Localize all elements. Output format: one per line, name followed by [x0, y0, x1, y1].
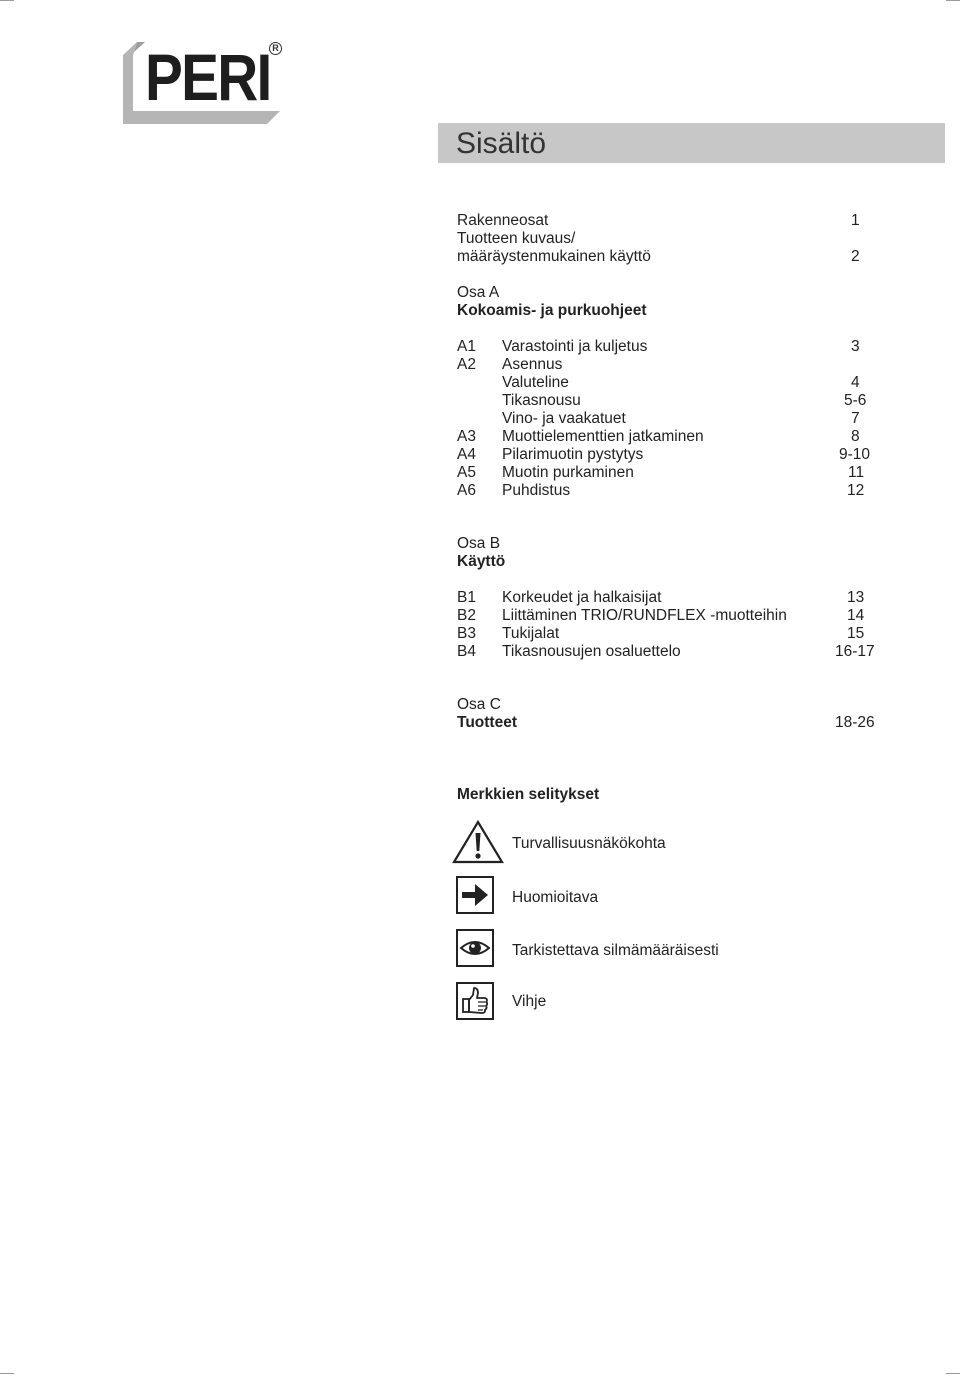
- toc-entry-page: 2: [851, 248, 860, 265]
- toc-entry-code: A2: [457, 356, 476, 373]
- eye-icon: [456, 929, 494, 967]
- legend-label: Tarkistettava silmämääräisesti: [512, 942, 719, 959]
- logo-wordmark: PERI: [145, 40, 271, 114]
- toc-entry-page: 16-17: [835, 643, 875, 660]
- toc-entry-page: 9-10: [839, 446, 871, 463]
- toc-entry-label: Pilarimuotin pystytys: [502, 446, 644, 463]
- peri-logo: [123, 42, 283, 124]
- toc-entry-page: 14: [847, 607, 865, 624]
- legend-label: Huomioitava: [512, 889, 599, 906]
- toc-entry-code: A5: [457, 464, 476, 481]
- part-c-title: Tuotteet: [457, 714, 517, 731]
- toc-entry-label: Tikasnousujen osaluettelo: [502, 643, 681, 660]
- page-title-bar: [438, 123, 945, 163]
- toc-entry-label: Muottielementtien jatkaminen: [502, 428, 704, 445]
- toc-entry-page: 13: [847, 589, 865, 606]
- part-a-title: Kokoamis- ja purkuohjeet: [457, 302, 647, 319]
- toc-entry-page: 4: [851, 374, 860, 391]
- crop-mark: [946, 1373, 960, 1374]
- toc-entry-code: B1: [457, 589, 476, 606]
- toc-entry-label: Vino- ja vaakatuet: [502, 410, 626, 427]
- toc-entry-page: 5-6: [844, 392, 867, 409]
- warning-triangle-icon: [452, 820, 504, 864]
- part-c-heading: Osa C: [457, 696, 501, 713]
- toc-entry-code: B2: [457, 607, 476, 624]
- toc-entry-code: A1: [457, 338, 476, 355]
- crop-mark: [0, 1373, 14, 1374]
- toc-entry-label: Asennus: [502, 356, 563, 373]
- legend-label: Turvallisuusnäkökohta: [512, 835, 666, 852]
- toc-entry-label: Tikasnousu: [502, 392, 581, 409]
- toc-entry-label: Tukijalat: [502, 625, 560, 642]
- toc-entry-code: B4: [457, 643, 476, 660]
- toc-entry-label: Valuteline: [502, 374, 569, 391]
- crop-mark: [946, 0, 960, 1]
- page-title: Sisältö: [456, 127, 547, 160]
- toc-entry-page: 18-26: [835, 714, 875, 731]
- crop-mark: [0, 0, 14, 1]
- part-a-heading: Osa A: [457, 284, 500, 301]
- toc-entry-page: 8: [851, 428, 860, 445]
- legend-title: Merkkien selitykset: [457, 786, 600, 803]
- arrow-right-icon: [456, 876, 494, 914]
- toc-entry-code: A3: [457, 428, 476, 445]
- toc-entry-label: Tuotteen kuvaus/: [457, 230, 576, 247]
- toc-entry-page: 7: [851, 410, 860, 427]
- toc-entry-label: Puhdistus: [502, 482, 571, 499]
- part-b-heading: Osa B: [457, 535, 501, 552]
- toc-entry-label: Liittäminen TRIO/RUNDFLEX -muotteihin: [502, 607, 787, 624]
- toc-entry-label: Muotin purkaminen: [502, 464, 634, 481]
- toc-entry-page: 3: [851, 338, 860, 355]
- legend-label: Vihje: [512, 993, 547, 1010]
- toc-entry-label: määräystenmukainen käyttö: [457, 248, 651, 265]
- toc-entry-code: B3: [457, 625, 476, 642]
- registered-mark: R: [269, 42, 282, 55]
- toc-entry-label: Varastointi ja kuljetus: [502, 338, 648, 355]
- toc-entry-page: 1: [851, 212, 860, 229]
- toc-entry-page: 11: [848, 464, 865, 481]
- part-b-title: Käyttö: [457, 553, 506, 570]
- toc-entry-page: 12: [847, 482, 865, 499]
- thumbs-up-icon: [456, 982, 494, 1020]
- toc-entry-label: Korkeudet ja halkaisijat: [502, 589, 662, 606]
- toc-entry-page: 15: [847, 625, 865, 642]
- toc-entry-code: A4: [457, 446, 476, 463]
- toc-entry-label: Rakenneosat: [457, 212, 549, 229]
- toc-entry-code: A6: [457, 482, 476, 499]
